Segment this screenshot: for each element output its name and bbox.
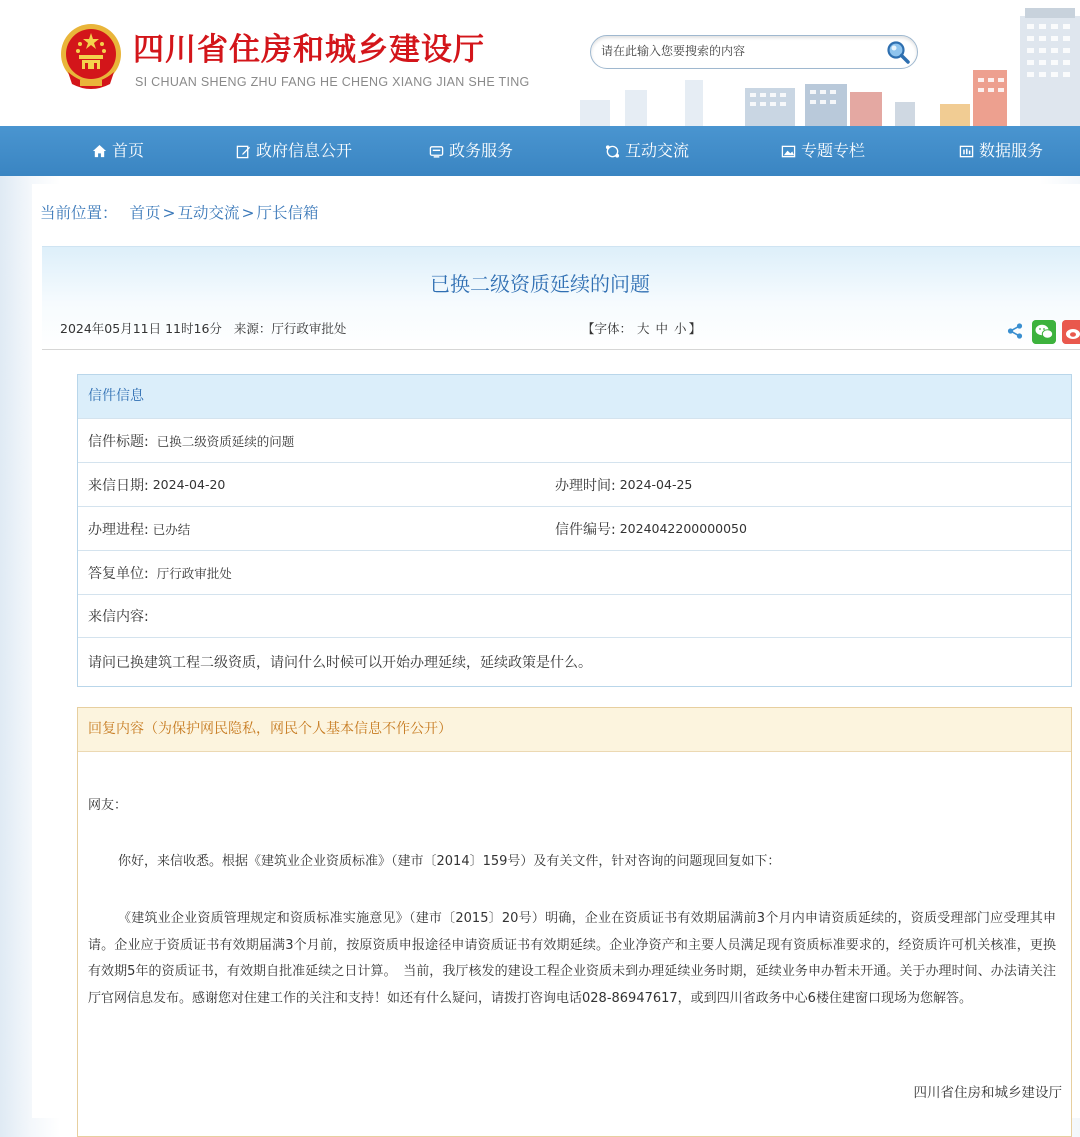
font-size-medium[interactable]: 中 bbox=[655, 321, 669, 336]
breadcrumb-separator: > bbox=[241, 204, 255, 222]
article-source: 来源：厅行政审批处 bbox=[233, 321, 347, 336]
progress-value: 已办结 bbox=[152, 521, 191, 537]
weibo-icon[interactable] bbox=[1062, 320, 1080, 344]
reply-box bbox=[77, 707, 1072, 1137]
letter-info-table bbox=[77, 374, 1072, 687]
image-icon bbox=[781, 144, 796, 159]
letter-info-header: 信件信息 bbox=[78, 375, 1071, 418]
nav-item-services[interactable] bbox=[429, 126, 513, 176]
nav-item-data[interactable] bbox=[959, 126, 1043, 176]
reply-signature: 四川省住房和城乡建设厅 bbox=[913, 1085, 1062, 1101]
reply-greeting: 网友： bbox=[88, 798, 128, 813]
site-subtitle: SI CHUAN SHENG ZHU FANG HE CHENG XIANG JIAN SHE TING bbox=[135, 75, 530, 89]
letter-status-row bbox=[78, 506, 1071, 550]
nav-item-label: 数据服务 bbox=[979, 141, 1044, 160]
letter-title-row bbox=[78, 418, 1071, 462]
letter-title-value: 已换二级资质延续的问题 bbox=[156, 433, 295, 449]
home-icon bbox=[92, 144, 107, 159]
reply-paragraph: 你好，来信收悉。根据《建筑业企业资质标准》（建市〔2014〕159号）及有关文件，针对咨询的问题现回复如下： bbox=[118, 854, 781, 869]
nav-item-label: 专题专栏 bbox=[801, 141, 866, 160]
article-meta bbox=[60, 319, 346, 337]
reply-unit-row bbox=[78, 550, 1071, 594]
article-title: 已换二级资质延续的问题 bbox=[430, 272, 650, 296]
breadcrumb-home-link[interactable]: 首页 bbox=[129, 204, 161, 222]
city-skyline-decoration bbox=[565, 0, 1080, 126]
font-size-small[interactable]: 小 bbox=[674, 321, 687, 336]
nav-item-topics[interactable] bbox=[781, 126, 865, 176]
font-size-switcher bbox=[582, 319, 701, 337]
site-title: 四川省住房和城乡建设厅 bbox=[133, 32, 485, 68]
share-icon[interactable] bbox=[1006, 322, 1024, 340]
site-header bbox=[0, 0, 1080, 126]
publish-date: 2024年05月11日 11时16分 bbox=[60, 321, 222, 336]
letter-title-key: 信件标题: bbox=[88, 433, 149, 450]
nav-item-interaction[interactable] bbox=[605, 126, 689, 176]
letter-content-label-row bbox=[78, 594, 1071, 637]
breadcrumb-mailbox-link[interactable]: 厅长信箱 bbox=[256, 204, 319, 222]
progress-key: 办理进程: bbox=[88, 521, 149, 538]
breadcrumb-label: 当前位置： bbox=[40, 204, 118, 222]
nav-item-gov-info[interactable] bbox=[236, 126, 352, 176]
handle-time-key: 办理时间: bbox=[555, 477, 616, 494]
breadcrumb-interaction-link[interactable]: 互动交流 bbox=[177, 204, 240, 222]
nav-item-label: 政务服务 bbox=[449, 141, 514, 160]
nav-item-label: 互动交流 bbox=[625, 141, 690, 160]
reply-unit-value: 厅行政审批处 bbox=[156, 565, 232, 581]
interact-icon bbox=[605, 144, 620, 159]
breadcrumb bbox=[40, 201, 319, 223]
main-nav bbox=[0, 126, 1080, 176]
reply-header: 回复内容（为保护网民隐私，网民个人基本信息不作公开） bbox=[78, 708, 1071, 752]
letter-number-key: 信件编号: bbox=[555, 521, 616, 538]
data-icon bbox=[959, 144, 974, 159]
receive-date-value: 2024-04-20 bbox=[152, 477, 226, 492]
font-size-end: 】 bbox=[688, 321, 702, 336]
letter-dates-row bbox=[78, 462, 1071, 506]
handle-time-value: 2024-04-25 bbox=[619, 477, 693, 492]
edit-icon bbox=[236, 144, 251, 159]
wechat-icon[interactable] bbox=[1032, 320, 1056, 344]
letter-content-text: 请问已换建筑工程二级资质，请问什么时候可以开始办理延续，延续政策是什么。 bbox=[88, 655, 592, 671]
reply-unit-key: 答复单位: bbox=[88, 565, 149, 582]
letter-content-row bbox=[78, 637, 1071, 686]
breadcrumb-separator: > bbox=[162, 204, 176, 222]
font-size-label: 【字体： bbox=[582, 321, 633, 336]
reply-paragraph: 《建筑业企业资质管理规定和资质标准实施意见》（建市〔2015〕20号）明确，企业在资质证书有效期届满前3个月内申请资质延续的，资质受理部门应受理其申请。企业应于资质证书有效期届满3个月前，按原资质申报途径申请资质证书有效期延续。企业净资产和主要人员满足现有资质标准要求的，经资质许可机关核准，更换有效期5年的资质证书，有效期自批准延续之日计算。 当前，我厅核发的建设工程企业资质未到办理延续业务时期，延续业务申办暂未开通。关于办理时间、办法请关注厅官网信息发布。感谢您对住建工作的关注和支持！如还有什么疑问，请拨打咨询电话028-86947617，或到四川省政务中心6楼住建窗口现场为您解答。 bbox=[88, 911, 1056, 1006]
service-icon bbox=[429, 144, 444, 159]
nav-item-label: 首页 bbox=[112, 141, 145, 160]
nav-item-label: 政府信息公开 bbox=[256, 141, 353, 160]
letter-number-value: 2024042200000050 bbox=[619, 521, 747, 536]
nav-item-home[interactable] bbox=[92, 126, 144, 176]
receive-date-key: 来信日期: bbox=[88, 477, 149, 494]
font-size-large[interactable]: 大 bbox=[637, 321, 650, 336]
letter-content-key: 来信内容: bbox=[88, 609, 149, 625]
national-emblem-logo[interactable] bbox=[58, 22, 124, 90]
